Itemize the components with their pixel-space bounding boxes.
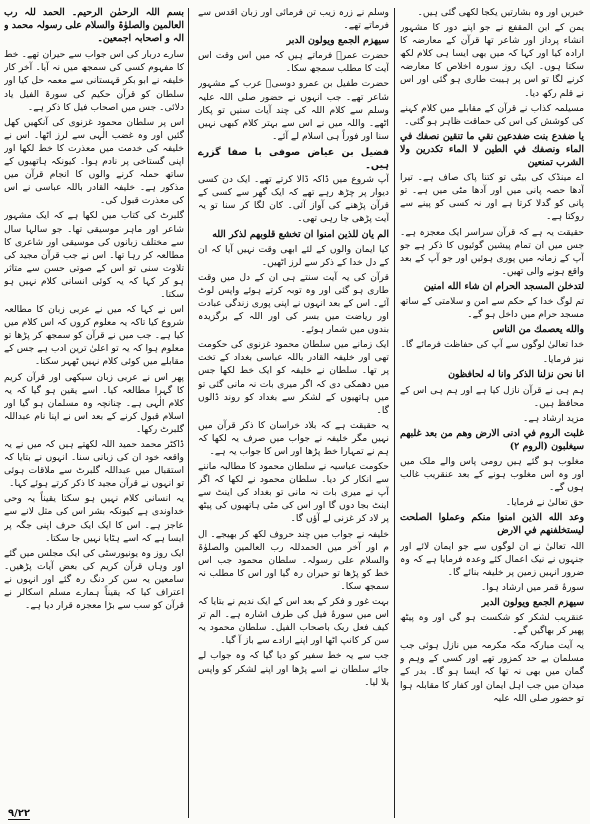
paragraph: ہم ہی نے قرآن نازل کیا ہے اور ہم ہی اس کے محافظ ہیں۔ bbox=[400, 384, 584, 409]
paragraph: مغلوب ہو گئے ہیں رومی پاس والے ملک میں اور وہ اس مغلوب ہونے کے بعد عنقریب غالب ہوں گے۔ bbox=[400, 456, 584, 494]
paragraph: ایک روز وہ یونیورسٹی کی ایک مجلس میں گئے اور وہاں قرآن کریم کی بعض آیات پڑھیں۔ سامعین یہ سن کر دنگ رہ گئے اور انہوں نے اعتراف کیا کہ یقیناً ہمارے مسلم اسکالر نے قرآن کو سب سے بڑا معجزہ قرار دیا ہے۔ bbox=[4, 547, 184, 612]
paragraph: یہ حقیقت ہے کہ بلاد خراسان کا ذکر قرآن میں نہیں مگر خلیفہ نے جواب میں صرف یہ لکھا کہ ہم نے تمہارا خط پڑھا اور اس کا جواب یہ ہے۔ bbox=[198, 419, 389, 457]
paragraph: بہت غور و فکر کے بعد اس کے ایک ندیم نے بتایا کہ اس میں سورۂ فیل کی طرف اشارہ ہے۔ الم تر کیف فعل ربک باصحاب الفیل۔ سلطان محمود یہ سن کر کانپ اٹھا اور اپنے ارادے سے باز آ گیا۔ bbox=[198, 596, 389, 647]
arabic-verse: لتدخلن المسجد الحرام ان شاء الله امنين bbox=[423, 280, 584, 292]
paragraph: اے مینڈک کی بیٹی تو کتنا پاک صاف ہے۔ تیرا آدھا حصہ پانی میں اور آدھا مٹی میں ہے۔ تو پانی کو گدلا کرتا ہے اور نہ کسی کو پینے سے روکتا ہے۔ bbox=[400, 172, 584, 223]
arabic-verse: سيهزم الجمع ويولون الدبر bbox=[286, 35, 389, 47]
paragraph: مزید ارشاد ہے۔ bbox=[523, 412, 584, 424]
arabic-verse: انا نحن نزلنا الذكر وانا له لحافظون bbox=[448, 369, 584, 381]
paragraph: ایک زمانے میں سلطان محمود غزنوی کی حکومت تھی اور خلیفہ القادر باللہ عباسی بغداد کے تخت پر تھا۔ سلطان نے خلیفہ کو ایک خط لکھا جس میں دھمکی دی کہ اگر میری بات نہ مانی گئی تو میں ہاتھیوں کے لشکر سے بغداد کو روند ڈالوں گا۔ bbox=[198, 339, 389, 416]
paragraph: تم لوگ خدا کے حکم سے امن و سلامتی کے ساتھ مسجد حرام میں داخل ہو گے۔ bbox=[400, 295, 584, 321]
bismillah-line: بسم اللہ الرحمٰن الرحیم۔ الحمد للہ رب العالمین والصلوٰۃ والسلام علی رسولہ محمد و الہ و اصحابہ اجمعین۔ bbox=[4, 7, 184, 45]
paragraph: آپ شروع میں ڈاکہ ڈالا کرتے تھے۔ ایک دن کسی دیوار پر چڑھ رہے تھے کہ ایک گھر سے کسی کے قرآن پڑھنے کی آواز آئی۔ کان لگا کر سنا تو یہ آیت پڑھی جا رہی تھی۔ bbox=[198, 174, 389, 225]
paragraph: ڈاکٹر محمد حمید اللہ لکھتے ہیں کہ میں نے یہ واقعہ خود ان کی زبانی سنا۔ انہوں نے بتایا کہ استقبال میں عبداللہ گلبرٹ سے ملاقات ہوئی تو انہوں نے قرآن مجید کا ذکر کرتے ہوئے کہا۔ bbox=[4, 439, 184, 490]
paragraph: یہ انسانی کلام نہیں ہو سکتا یقیناً یہ وحی خداوندی ہے کیونکہ بشر اس کی مثل لانے سے عاجز ہے۔ اس کا ایک ایک حرف اپنی جگہ پر ایسا ہے کہ اسے ہٹایا نہیں جا سکتا۔ bbox=[4, 493, 184, 544]
middle-column bbox=[198, 6, 389, 820]
column-divider bbox=[188, 8, 189, 818]
paragraph: مسیلمہ کذاب نے قرآن کے مقابلے میں کلام کہنے کی کوشش کی اس کی حماقت ظاہر ہو گئی۔ bbox=[400, 102, 584, 127]
section-heading: فضیل بن عیاض صوفی با صفا گزرے ہیں۔ bbox=[198, 146, 389, 172]
paragraph: قرآن کی یہ آیت سنتے ہی ان کے دل میں وقت طاری ہو گئی اور وہ توبہ کرتے ہوئے واپس لوٹ آئے۔ اس کے بعد انہوں نے اپنی پوری زندگی عبادت اور ریاضت میں بسر کی اور اللہ کے برگزیدہ بندوں میں شمار ہوئے۔ bbox=[198, 271, 389, 336]
column-divider bbox=[394, 8, 395, 818]
paragraph: وسلم نے زرہ زیب تن فرمائی اور زبان اقدس سے فرماتے تھے۔ bbox=[198, 7, 389, 32]
paragraph: یہ آیت مبارکہ مکہ مکرمہ میں نازل ہوئی جب مسلمان بے حد کمزور تھے اور کسی کے وہم و گمان میں بھی نہ تھا کہ ایسا ہو گا۔ بدر کے میدان میں جب اہل ایمان اور کفار کا مقابلہ ہوا تو حضور صلی اللہ علیہ bbox=[400, 640, 584, 704]
arabic-verse: وعد الله الذين امنوا منكم وعملوا الصلحت ليستخلفنهم في الارض bbox=[400, 512, 584, 537]
paragraph: حضرت طفیل بن عمرو دوسیؓ عرب کے مشہور شاعر تھے۔ جب انہوں نے حضور صلی اللہ علیہ وسلم سے کلام اللہ کی چند آیات سنیں تو پکار اٹھے۔ واللہ میں نے اس سے بہتر کلام کبھی نہیں سنا اور فوراً ہی اسلام لے آئے۔ bbox=[198, 78, 389, 142]
paragraph: جب سے یہ خط سفیر کو دیا گیا کہ وہ جواب لے جائے سلطان نے اسے پڑھا اور اپنے لشکر کو واپس بلا لیا۔ bbox=[198, 650, 389, 688]
arabic-verse: الم يان للذين امنوا ان تخشع قلوبهم لذكر الله bbox=[212, 228, 389, 240]
paragraph: حضرت عمرؓ فرماتے ہیں کہ میں اس وقت اس آیت کا مطلب سمجھ سکا۔ bbox=[198, 50, 389, 75]
paragraph: خلیفہ نے جواب میں چند حروف لکھ کر بھیجے۔ ال م اور آخر میں الحمدللہ رب العالمین والصلوٰۃ والسلام علی رسولہ۔ سلطان محمود جب اس خط کو پڑھا تو حیران رہ گیا اور اس کا مطلب نہ سمجھ سکا۔ bbox=[198, 528, 389, 592]
paragraph: سارے دربار کی اس جواب سے حیران تھے۔ خط کا مفہوم کسی کی سمجھ میں نہ آیا۔ آخر کار خلیفہ نے ابو بکر قہستانی سے معمہ حل کیا اور سلطان کو قرآن حکیم کی سورۃ الفیل یاد دلائی۔ جس میں اصحاب فیل کا ذکر ہے۔ bbox=[4, 49, 184, 113]
paragraph: اللہ تعالیٰ نے ان لوگوں سے جو ایمان لائے اور جنہوں نے نیک اعمال کئے وعدہ فرمایا ہے کہ وہ ضرور انہیں زمین پر خلیفہ بنائے گا۔ bbox=[400, 540, 584, 578]
paragraph: پھر اس نے عربی زبان سیکھی اور قرآن کریم کا گہرا مطالعہ کیا۔ اسے یقین ہو گیا کہ یہ کلام الٰہی ہے۔ چنانچہ وہ مسلمان ہو گیا اور اسلام قبول کرنے کے بعد اس نے اپنا نام عبداللہ گلبرٹ رکھا۔ bbox=[4, 371, 184, 435]
paragraph: حکومت عباسیہ نے سلطان محمود کا مطالبہ ماننے سے انکار کر دیا۔ سلطان محمود نے لکھا کہ اگر آپ نے میری بات نہ مانی تو بغداد کی اینٹ سے اینٹ بجا دوں گا اور اس کی مٹی ہاتھیوں کی پیٹھ پر لاد کر غزنی لے آؤں گا۔ bbox=[198, 461, 389, 525]
arabic-verse: غلبت الروم في ادنى الارض وهم من بعد غلبهم سيغلبون (الروم ۲) bbox=[400, 427, 584, 452]
arabic-verse: يا ضفدع بنت ضفدعين نقي ما تنقين نصفك في الماء ونصفك في الطين لا الماء تكدرين ولا الشرب تمنعين bbox=[400, 130, 584, 169]
paragraph: کیا ایمان والوں کے لئے ابھی وقت نہیں آیا کہ ان کے دل خدا کے ذکر سے لرز اٹھیں۔ bbox=[198, 243, 389, 268]
left-column bbox=[4, 6, 184, 820]
paragraph: عنقریب لشکر کو شکست ہو گی اور وہ پیٹھ پھیر کر بھاگیں گے۔ bbox=[400, 612, 584, 637]
paragraph: حق تعالیٰ نے فرمایا۔ bbox=[505, 497, 584, 509]
paragraph: گلبرٹ کی کتاب میں لکھا ہے کہ ایک مشہور شاعر اور ماہر موسیقی تھا۔ جو سالہا سال سے مختلف زبانوں کی موسیقی اور شاعری کا مطالعہ کر رہا تھا۔ اس نے جب قرآن مجید کی تلاوت سنی تو اس کے صوتی حسن سے متاثر ہو کر کہا کہ یہ کوئی انسانی کلام نہیں ہو سکتا۔ bbox=[4, 210, 184, 300]
arabic-verse: والله يعصمك من الناس bbox=[492, 324, 584, 336]
paragraph: سورۂ قمر میں ارشاد ہوا۔ bbox=[480, 581, 584, 593]
paragraph: خبریں اور وہ بشارتیں یکجا لکھی گئی ہیں۔ bbox=[417, 7, 584, 18]
paragraph: اس نے کہا کہ میں نے عربی زبان کا مطالعہ شروع کیا تاکہ یہ معلوم کروں کہ اس کلام میں کیا ہے۔ جب میں نے قرآن کو سمجھ کر پڑھا تو معلوم ہوا کہ یہ تو اعلیٰ ترین ادب ہے جس کے مقابلے میں کوئی کلام نہیں ٹھہر سکتا۔ bbox=[4, 304, 184, 368]
paragraph: خدا تعالیٰ لوگوں سے آپ کی حفاظت فرمائے گا۔ bbox=[400, 339, 584, 351]
paragraph: اس پر سلطان محمود غزنوی کی آنکھیں کھل گئیں اور وہ غضب الٰہی سے لرز اٹھا۔ اس نے خلیفہ کی خدمت میں معذرت کا خط لکھا اور اپنی گستاخی پر نادم ہوا۔ کیونکہ ہاتھیوں کے ساتھ حملہ کرنے والوں کا انجام قرآن میں مذکور ہے۔ خلیفہ القادر باللہ عباسی نے اس کی معذرت قبول کی۔ bbox=[4, 116, 184, 207]
arabic-verse: سيهزم الجمع ويولون الدبر bbox=[481, 596, 584, 608]
paragraph: نیز فرمایا۔ bbox=[542, 354, 584, 366]
page-folio: ۹/۲۲ bbox=[8, 808, 30, 819]
paragraph: یمن کے ابن المقفع نے جو اپنے دور کا مشہور انشاء پرداز اور شاعر تھا قرآن کے معارضہ کا ارادہ کیا اور کہا کہ میں بھی ایسا ہی کلام لکھ سکتا ہوں۔ ایک روز سورہ اخلاص کا معارضہ کرنے لگا تو اس پر ہیبت طاری ہو گئی اور اس نے قلم رکھ دیا۔ bbox=[400, 22, 584, 99]
right-column bbox=[400, 6, 584, 820]
paragraph: حقیقت یہ ہے کہ قرآن سراسر ایک معجزہ ہے۔ جس میں ان تمام پیشین گوئیوں کا ذکر ہے جو آپ کے زمانہ میں پوری ہوئیں اور جو آپ کے بعد واقع ہونے والی تھیں۔ bbox=[400, 226, 584, 277]
